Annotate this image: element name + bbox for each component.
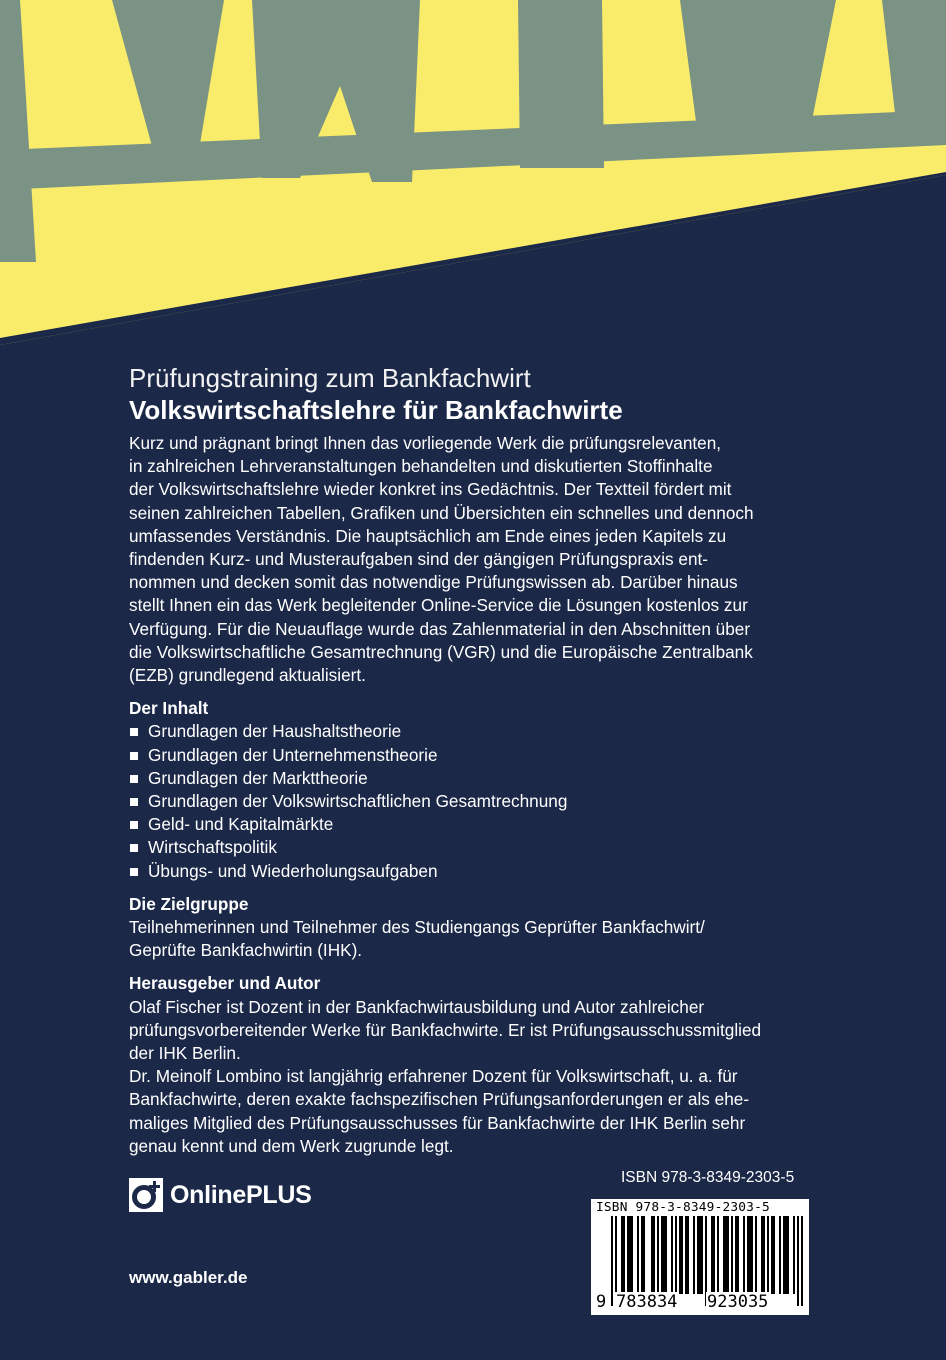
isbn-label: ISBN 978-3-8349-2303-5 xyxy=(621,1169,795,1186)
bullet-square-icon xyxy=(130,752,138,760)
barcode-bar xyxy=(743,1216,745,1294)
barcode-bar xyxy=(657,1216,659,1294)
bullet-square-icon xyxy=(130,728,138,736)
barcode-bar xyxy=(731,1216,733,1294)
barcode-bar xyxy=(687,1216,689,1294)
barcode-bar xyxy=(761,1216,763,1294)
barcode-bar xyxy=(747,1216,749,1294)
barcode-bar xyxy=(771,1216,773,1294)
barcode-bar xyxy=(663,1216,665,1294)
barcode-bar xyxy=(801,1216,803,1306)
inhalt-heading: Der Inhalt xyxy=(129,698,209,719)
barcode-bar xyxy=(779,1216,781,1294)
description-line: (EZB) grundlegend aktualisiert. xyxy=(129,665,366,686)
barcode-bar xyxy=(631,1216,633,1294)
barcode-bar xyxy=(621,1216,623,1294)
description-line: seinen zahlreichen Tabellen, Grafiken und Übersichten ein schnelles und dennoch xyxy=(129,502,754,523)
onlineplus-icon xyxy=(129,1178,163,1212)
description-line: die Volkswirtschaftliche Gesamtrechnung (VGR) und die Europäische Zentralbank xyxy=(129,641,753,662)
autoren-line: genau kennt und dem Werk zugrunde legt. xyxy=(129,1135,454,1156)
list-item: Grundlagen der Volkswirtschaftlichen Gesamtrechnung xyxy=(129,790,829,813)
barcode-bar xyxy=(637,1216,639,1294)
autoren-line: Bankfachwirte, deren exakte fachspezifischen Prüfungsanforderungen er als ehe- xyxy=(129,1089,750,1110)
barcode-bar xyxy=(679,1216,681,1294)
series-title: Prüfungstraining zum Bankfachwirt xyxy=(129,363,531,393)
list-item: Wirtschaftspolitik xyxy=(129,836,829,859)
barcode-bar xyxy=(763,1216,765,1294)
inhalt-list xyxy=(129,720,829,882)
autoren-line: Olaf Fischer ist Dozent in der Bankfachwirtausbildung und Autor zahlreicher xyxy=(129,996,705,1017)
barcode-bar xyxy=(661,1216,663,1294)
barcode-digit-first: 9 xyxy=(596,1292,607,1312)
barcode-bar xyxy=(723,1216,725,1294)
barcode-bar xyxy=(623,1216,625,1294)
zielgruppe-heading: Die Zielgruppe xyxy=(129,893,249,914)
autoren-line: der IHK Berlin. xyxy=(129,1043,241,1064)
description-line: umfassendes Verständnis. Die hauptsächlich am Ende eines jeden Kapitels zu xyxy=(129,525,727,546)
barcode-bar xyxy=(797,1216,799,1306)
barcode-bar xyxy=(693,1216,695,1294)
barcode-bar xyxy=(751,1216,753,1294)
barcode-bar xyxy=(785,1216,787,1294)
description xyxy=(129,432,829,687)
description-line: Verfügung. Für die Neuauflage wurde das Zahlenmaterial in den Abschnitten über xyxy=(129,618,751,639)
barcode-bar xyxy=(643,1216,645,1294)
list-item: Grundlagen der Markttheorie xyxy=(129,767,829,790)
barcode-digits-right: 923035 xyxy=(707,1292,769,1312)
onlineplus-label: OnlinePLUS xyxy=(170,1180,312,1209)
barcode-bar xyxy=(701,1216,703,1294)
description-line: nommen und decken somit das notwendige Prüfungswissen ab. Darüber hinaus xyxy=(129,572,738,593)
cover-top-graphic xyxy=(0,0,946,345)
barcode-bar xyxy=(749,1216,751,1294)
book-title: Volkswirtschaftslehre für Bankfachwirte xyxy=(129,395,623,425)
barcode-bar xyxy=(641,1216,643,1294)
list-item: Übungs- und Wiederholungsaufgaben xyxy=(129,860,829,883)
barcode-bar xyxy=(653,1216,655,1294)
barcode-bar xyxy=(651,1216,653,1294)
barcode-bar xyxy=(773,1216,775,1294)
zielgruppe-line: Teilnehmerinnen und Teilnehmer des Studiengangs Geprüfter Bankfachwirt/ xyxy=(129,917,705,938)
list-item: Geld- und Kapitalmärkte xyxy=(129,813,829,836)
barcode-bar xyxy=(699,1216,701,1294)
zielgruppe-line: Geprüfte Bankfachwirtin (IHK). xyxy=(129,940,363,961)
barcode-bar xyxy=(737,1216,739,1294)
autoren-line: prüfungsvorbereitender Werke für Bankfachwirte. Er ist Prüfungsausschussmitglied xyxy=(129,1019,762,1040)
barcode-bar xyxy=(685,1216,687,1294)
barcode-bar xyxy=(727,1216,729,1294)
bullet-square-icon xyxy=(130,798,138,806)
barcode-digits-left: 783834 xyxy=(616,1292,678,1312)
barcode-bar xyxy=(675,1216,677,1294)
bullet-square-icon xyxy=(130,775,138,783)
bullet-square-icon xyxy=(130,844,138,852)
list-item: Grundlagen der Haushaltstheorie xyxy=(129,720,829,743)
description-line: in zahlreichen Lehrveranstaltungen behandelten und diskutierten Stoffinhalte xyxy=(129,456,713,477)
description-line: stellt Ihnen ein das Werk begleitender Online-Service die Lösungen kostenlos zur xyxy=(129,595,748,616)
barcode-bar xyxy=(783,1216,785,1294)
bullet-square-icon xyxy=(130,821,138,829)
autoren-line: maliges Mitglied des Prüfungsausschusses für Bankfachwirte der IHK Berlin sehr xyxy=(129,1112,746,1133)
publisher-website[interactable]: www.gabler.de xyxy=(129,1268,248,1287)
onlineplus-logo xyxy=(129,1178,311,1212)
barcode-bar xyxy=(671,1216,673,1294)
barcode-bar xyxy=(717,1216,719,1294)
isbn-barcode xyxy=(591,1199,809,1315)
barcode-bar xyxy=(629,1216,631,1294)
barcode-bar xyxy=(711,1216,713,1294)
bullet-square-icon xyxy=(130,868,138,876)
description-line: findenden Kurz- und Musteraufgaben sind der gängigen Prüfungspraxis ent- xyxy=(129,549,709,570)
barcode-bar xyxy=(611,1216,613,1306)
description-line: Kurz und prägnant bringt Ihnen das vorliegende Werk die prüfungsrelevanten, xyxy=(129,433,722,453)
description-line: der Volkswirtschaftslehre wieder konkret ins Gedächtnis. Der Textteil fördert mit xyxy=(129,479,732,500)
barcode-bar xyxy=(627,1216,629,1294)
barcode-bar xyxy=(681,1216,683,1294)
autoren-heading: Herausgeber und Autor xyxy=(129,973,321,994)
barcode-bar xyxy=(793,1216,795,1294)
barcode-bar xyxy=(767,1216,769,1294)
back-cover-text xyxy=(129,362,829,1158)
autoren-line: Dr. Meinolf Lombino ist langjährig erfahrener Dozent für Volkswirtschaft, u. a. für xyxy=(129,1066,738,1087)
barcode-isbn-text: ISBN 978-3-8349-2303-5 xyxy=(596,1200,770,1215)
barcode-bar xyxy=(755,1216,757,1294)
barcode-bar xyxy=(735,1216,737,1294)
barcode-bar xyxy=(665,1216,667,1294)
barcode-bar xyxy=(697,1216,699,1294)
barcode-bar xyxy=(725,1216,727,1294)
barcode-bar xyxy=(713,1216,715,1294)
barcode-bar xyxy=(787,1216,789,1294)
list-item: Grundlagen der Unternehmenstheorie xyxy=(129,744,829,767)
